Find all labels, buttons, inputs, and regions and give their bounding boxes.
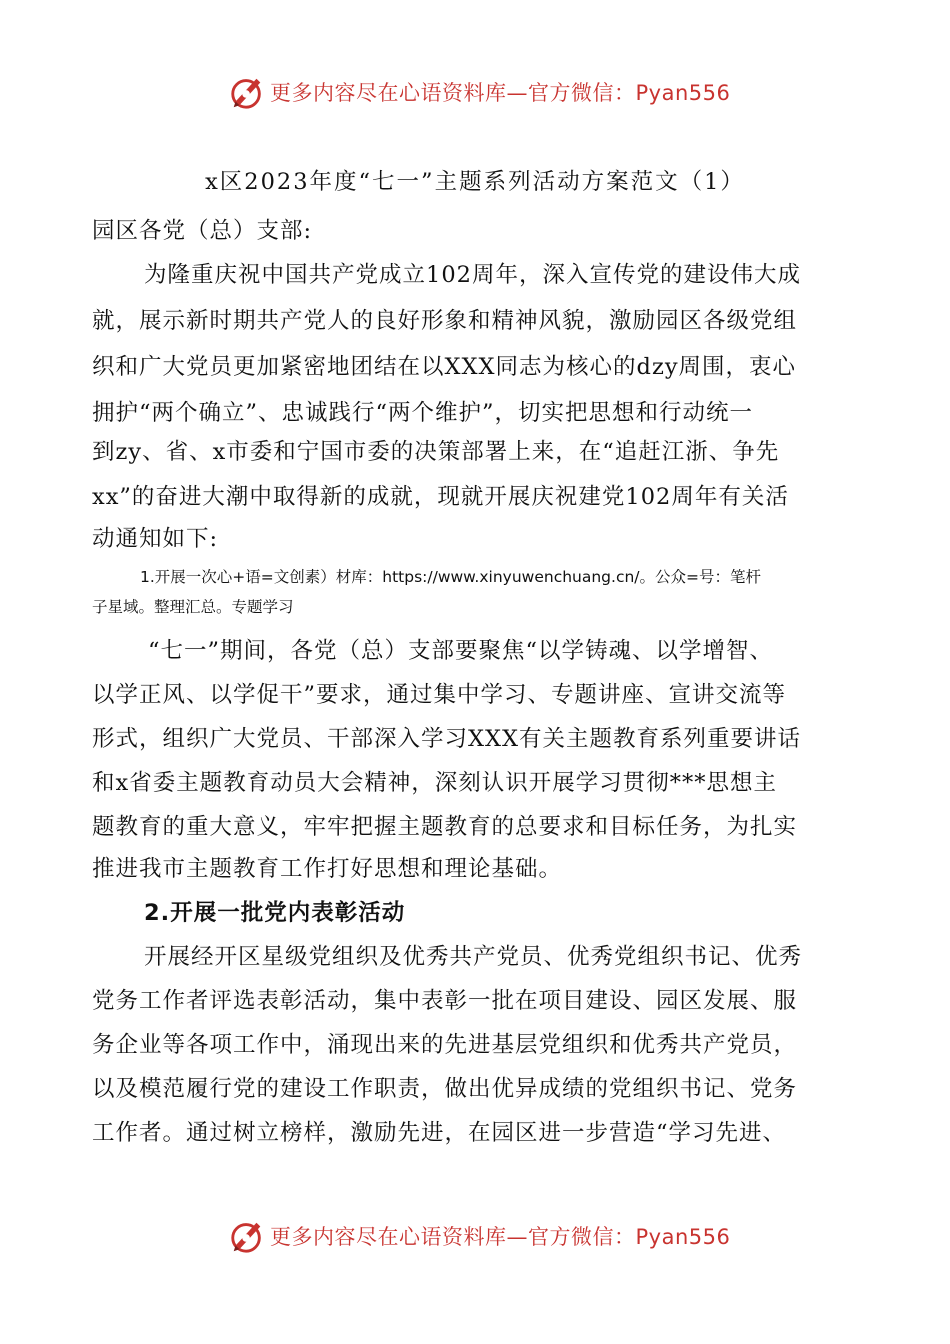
paragraph-1-line: 拥护“两个确立”、忠诚践行“两个维护”，切实把思想和行动统一 <box>92 400 754 426</box>
paragraph-1-line: xx”的奋进大潮中取得新的成就，现就开展庆祝建党102周年有关活 <box>92 484 789 510</box>
watermark-text-bottom: 更多内容尽在心语资料库—官方微信：Pyan556 <box>270 1225 731 1249</box>
paragraph-2-line: “七一”期间，各党（总）支部要聚焦“以学铸魂、以学增智、 <box>148 638 774 664</box>
paragraph-1-line: 动通知如下: <box>92 526 219 552</box>
watermark-banner-top <box>228 72 730 112</box>
document-title: x区2023年度“七一”主题系列活动方案范文（1） <box>205 169 745 195</box>
paragraph-3-line: 工作者。通过树立榜样，激励先进，在园区进一步营造“学习先进、 <box>92 1120 787 1146</box>
paragraph-3-line: 以及模范履行党的建设工作职责，做出优异成绩的党组织书记、党务 <box>92 1076 798 1102</box>
paragraph-1-line: 到zy、省、x市委和宁国市委的决策部署上来，在“追赶江浙、争先 <box>92 439 780 465</box>
note-line: 子星域。整理汇总。专题学习 <box>92 598 294 616</box>
paragraph-2-line: 和x省委主题教育动员大会精神，深刻认识开展学习贯彻***思想主 <box>92 770 777 796</box>
pen-logo-icon <box>228 73 266 111</box>
paragraph-3-line: 开展经开区星级党组织及优秀共产党员、优秀党组织书记、优秀 <box>144 944 803 970</box>
paragraph-3-line: 党务工作者评选表彰活动，集中表彰一批在项目建设、园区发展、服 <box>92 988 798 1014</box>
paragraph-1-line: 就，展示新时期共产党人的良好形象和精神风貌，激励园区各级党组 <box>92 308 798 334</box>
paragraph-3-line: 务企业等各项工作中，涌现出来的先进基层党组织和优秀共产党员， <box>92 1032 798 1058</box>
note-line: 1.开展一次心+语=文创素）材库：https://www.xinyuwenchuang.cn/。公众=号：笔杆 <box>140 568 762 586</box>
paragraph-2-line: 以学正风、以学促干”要求，通过集中学习、专题讲座、宣讲交流等 <box>92 682 787 708</box>
salutation: 园区各党（总）支部: <box>92 218 313 244</box>
pen-logo-icon <box>228 1217 266 1255</box>
section-heading: 2.开展一批党内表彰活动 <box>144 900 406 926</box>
paragraph-1-line: 织和广大党员更加紧密地团结在以XXX同志为核心的dzy周围，衷心 <box>92 354 797 380</box>
paragraph-2-line: 推进我市主题教育工作打好思想和理论基础。 <box>92 856 563 882</box>
watermark-banner-bottom <box>228 1216 730 1256</box>
paragraph-1-line: 为隆重庆祝中国共产党成立102周年，深入宣传党的建设伟大成 <box>144 262 801 288</box>
paragraph-2-line: 题教育的重大意义，牢牢把握主题教育的总要求和目标任务，为扎实 <box>92 814 798 840</box>
paragraph-2-line: 形式，组织广大党员、干部深入学习XXX有关主题教育系列重要讲话 <box>92 726 802 752</box>
watermark-text-top: 更多内容尽在心语资料库—官方微信：Pyan556 <box>270 81 731 105</box>
